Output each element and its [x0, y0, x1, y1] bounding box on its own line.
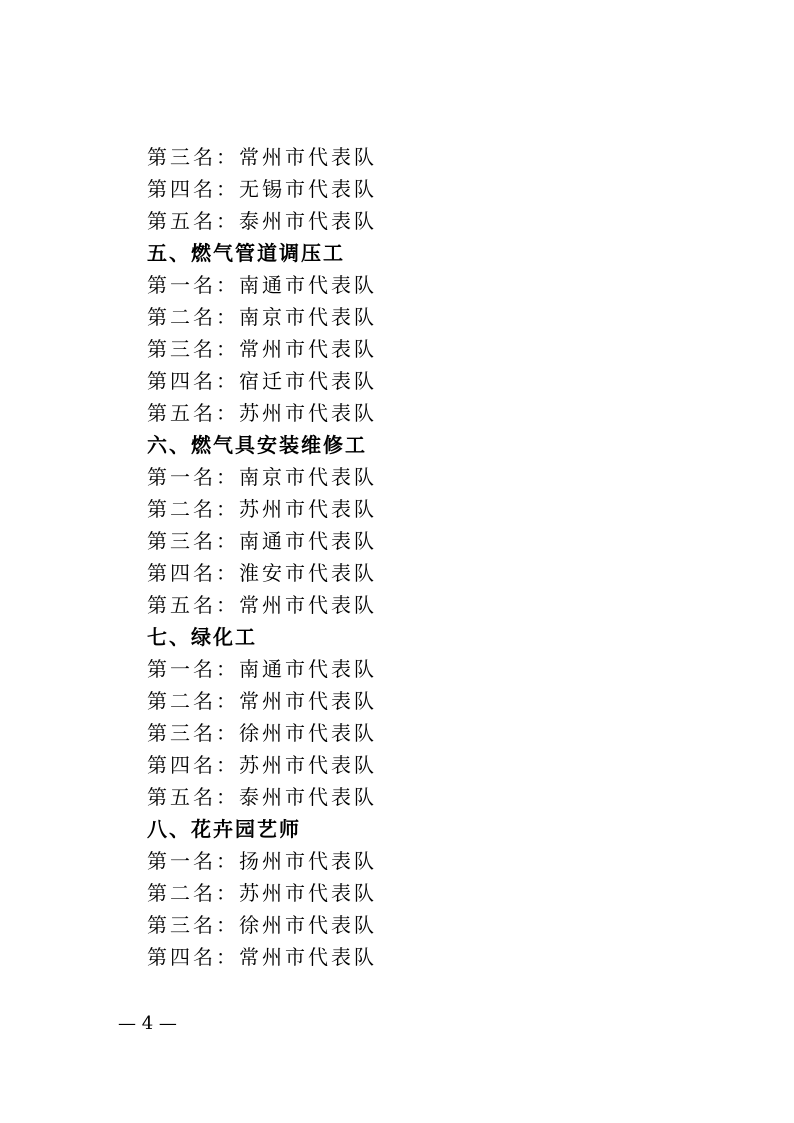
- ranking-entry: 第四名：苏州市代表队: [147, 753, 377, 777]
- section-heading: 六、燃气具安装维修工: [147, 433, 367, 457]
- ranking-entry: 第三名：徐州市代表队: [147, 721, 377, 745]
- ranking-entry: 第五名：泰州市代表队: [147, 209, 377, 233]
- ranking-entry: 第一名：扬州市代表队: [147, 849, 377, 873]
- ranking-entry: 第一名：南通市代表队: [147, 273, 377, 297]
- ranking-entry: 第四名：无锡市代表队: [147, 177, 377, 201]
- ranking-entry: 第五名：泰州市代表队: [147, 785, 377, 809]
- section-heading: 五、燃气管道调压工: [147, 241, 345, 265]
- ranking-entry: 第一名：南京市代表队: [147, 465, 377, 489]
- ranking-entry: 第三名：徐州市代表队: [147, 913, 377, 937]
- ranking-entry: 第四名：淮安市代表队: [147, 561, 377, 585]
- ranking-entry: 第二名：常州市代表队: [147, 689, 377, 713]
- ranking-entry: 第五名：苏州市代表队: [147, 401, 377, 425]
- ranking-entry: 第三名：常州市代表队: [147, 145, 377, 169]
- ranking-entry: 第四名：宿迁市代表队: [147, 369, 377, 393]
- ranking-entry: 第二名：苏州市代表队: [147, 881, 377, 905]
- section-heading: 八、花卉园艺师: [147, 817, 301, 841]
- document-body: [147, 141, 707, 973]
- ranking-entry: 第四名：常州市代表队: [147, 945, 377, 969]
- section-heading: 七、绿化工: [147, 625, 257, 649]
- ranking-entry: 第一名：南通市代表队: [147, 657, 377, 681]
- ranking-entry: 第三名：常州市代表队: [147, 337, 377, 361]
- ranking-entry: 第二名：南京市代表队: [147, 305, 377, 329]
- page-number: — 4 —: [118, 1013, 177, 1034]
- ranking-entry: 第五名：常州市代表队: [147, 593, 377, 617]
- ranking-entry: 第三名：南通市代表队: [147, 529, 377, 553]
- ranking-entry: 第二名：苏州市代表队: [147, 497, 377, 521]
